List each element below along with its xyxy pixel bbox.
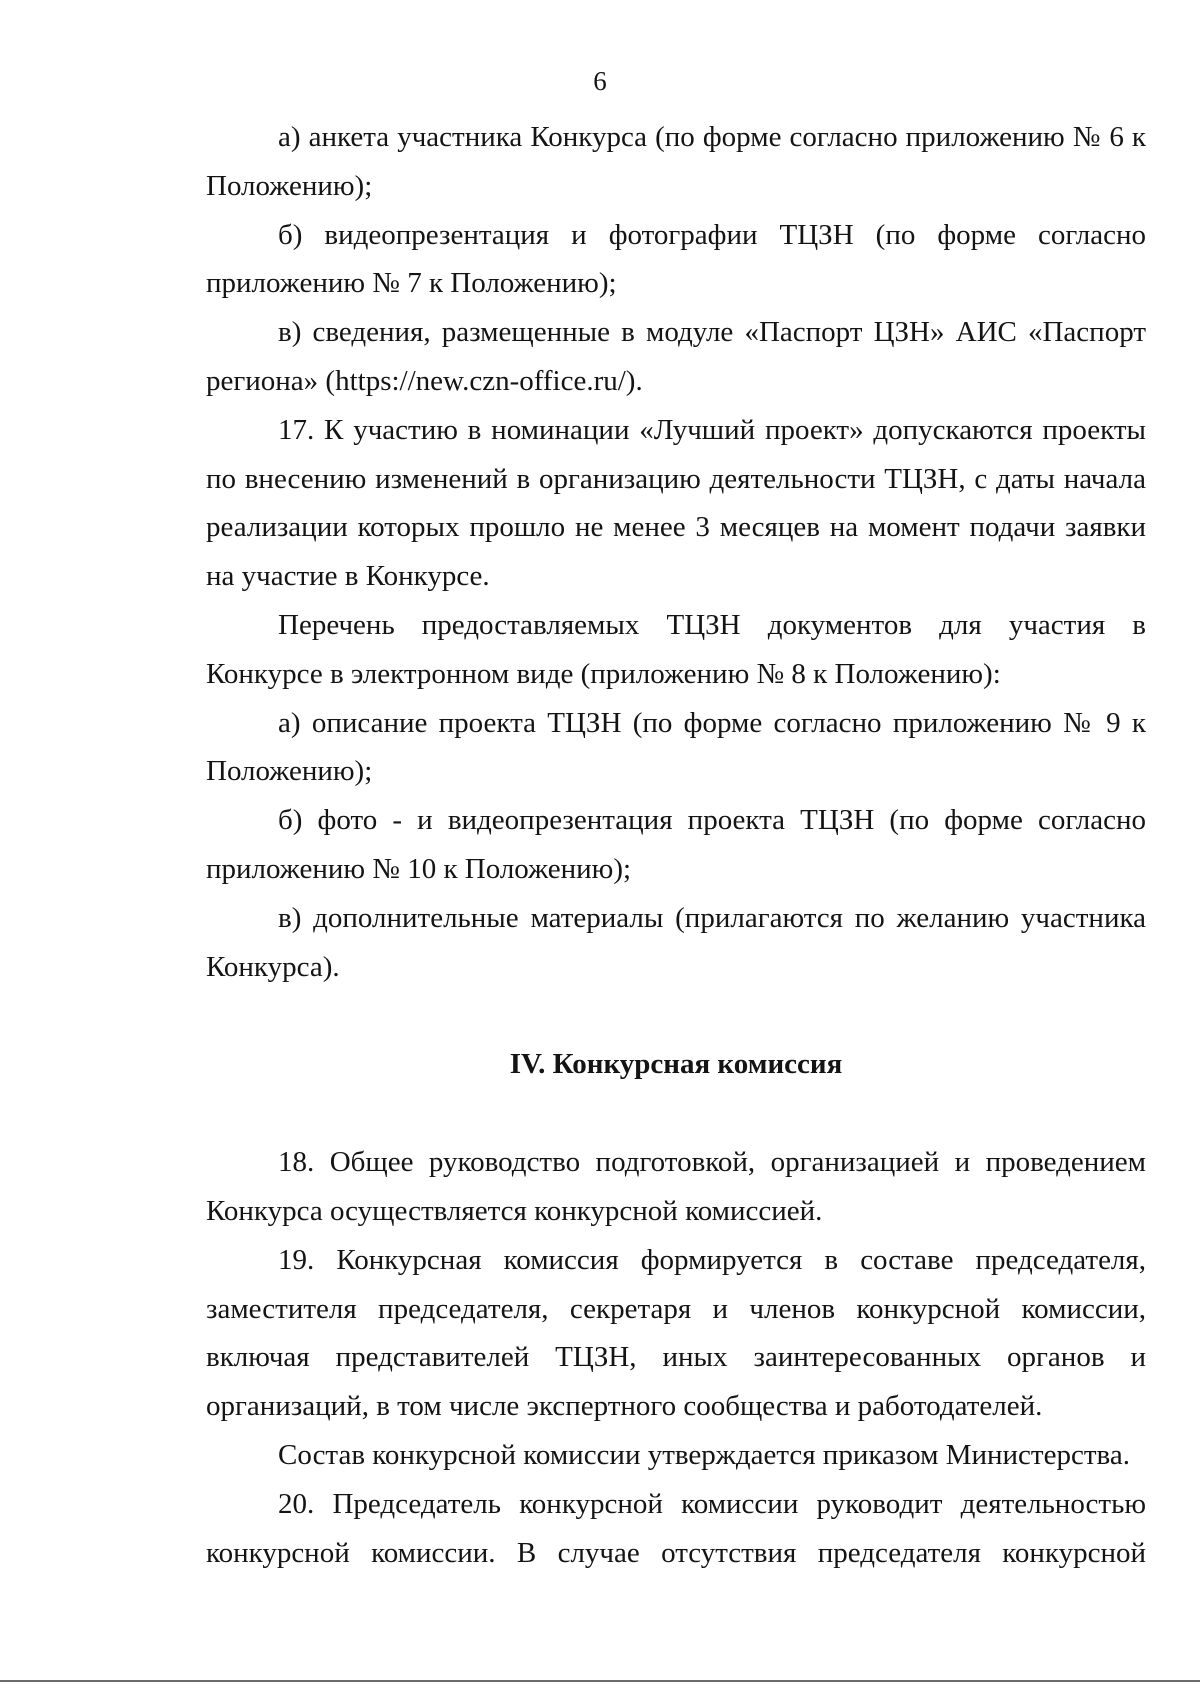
paragraph-item-b-video-photos: б) видеопрезентация и фотографии ТЦЗН (по форме согласно приложению № 7 к Положению);	[206, 218, 1146, 300]
page-number: 6	[593, 66, 607, 96]
paragraph-documents-list: Перечень предоставляемых ТЦЗН документов для участия в Конкурсе в электронном виде (приложению № 8 к Положению):	[206, 608, 1146, 690]
paragraph-18-general-management: 18. Общее руководство подготовкой, организацией и проведением Конкурса осуществляется конкурсной комиссией.	[206, 1146, 1146, 1227]
bottom-rule	[0, 1680, 1200, 1682]
paragraph-17-best-project: 17. К участию в номинации «Лучший проект» допускаются проекты по внесению изменений в организацию деятельности ТЦЗН, с даты начала реализации которых прошло не менее 3 месяцев на момент подачи заявки на участие в Конкурсе.	[206, 413, 1146, 593]
paragraph-19-commission-composition: 19. Конкурсная комиссия формируется в составе председателя, заместителя председателя, секретаря и членов конкурсной комиссии, включая представителей ТЦЗН, иных заинтересованных органов и организаций, в том числе экспертного сообщества и работодателей.	[206, 1243, 1146, 1423]
paragraph-item-b-project-presentation: б) фото - и видеопрезентация проекта ТЦЗН (по форме согласно приложению № 10 к Положению);	[206, 804, 1146, 885]
paragraph-commission-approval: Состав конкурсной комиссии утверждается приказом Министерства.	[278, 1438, 1130, 1471]
paragraph-item-a-project-description: а) описание проекта ТЦЗН (по форме согласно приложению № 9 к Положению);	[206, 706, 1146, 788]
document-body	[206, 113, 1146, 1577]
section-heading: IV. Конкурсная комиссия	[509, 1048, 843, 1081]
paragraph-item-v-passport-info: в) сведения, размещенные в модуле «Паспорт ЦЗН» АИС «Паспорт региона» (https://new.czn-office.ru/).	[206, 316, 1146, 397]
paragraph-item-a-questionnaire: а) анкета участника Конкурса (по форме согласно приложению № 6 к Положению);	[206, 121, 1146, 202]
paragraph-item-v-additional-materials: в) дополнительные материалы (прилагаются по желанию участника Конкурса).	[206, 901, 1146, 983]
paragraph-20-chairman: 20. Председатель конкурсной комиссии руководит деятельностью конкурсной комиссии. В случае отсутствия председателя конкурсной	[206, 1487, 1146, 1569]
